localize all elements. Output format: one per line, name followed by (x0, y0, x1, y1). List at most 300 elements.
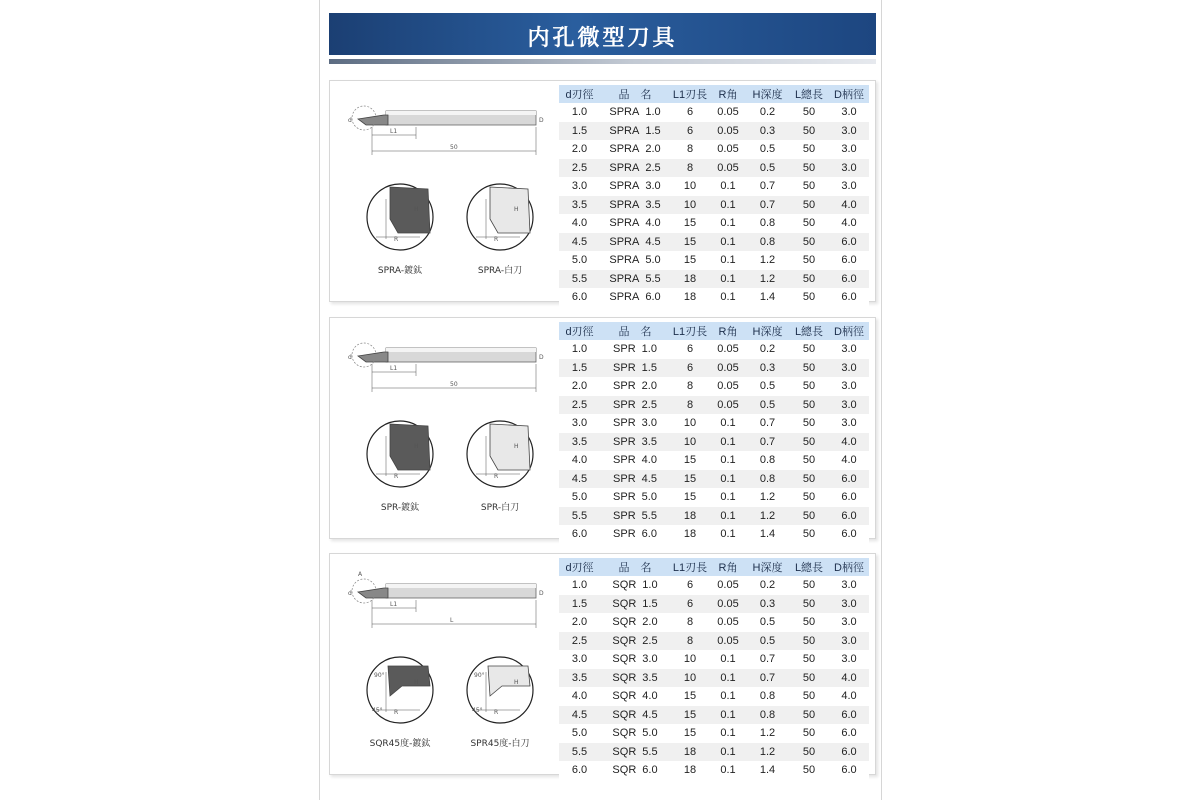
product-series: SPR (613, 472, 636, 485)
d-diameter-cell: 2.0 (559, 377, 600, 396)
l1-length-cell: 6 (670, 122, 710, 141)
product-size: 3.0 (641, 417, 657, 430)
d-diameter-cell: 3.0 (559, 177, 600, 196)
l1-dimension-label: L1 (390, 128, 398, 135)
shank-diameter-cell: 3.0 (829, 340, 869, 359)
shank-diameter-cell: 6.0 (829, 251, 869, 270)
total-length-cell: 50 (789, 525, 829, 544)
h-depth-cell: 0.5 (746, 396, 789, 415)
shank-diameter-cell: 4.0 (829, 433, 869, 452)
length-dimension-label: 50 (450, 381, 458, 388)
product-size: 3.0 (642, 653, 658, 666)
r-corner-cell: 0.05 (710, 613, 746, 632)
l1-length-cell: 15 (670, 251, 710, 270)
r-corner-cell: 0.1 (710, 687, 746, 706)
shank-diameter-cell: 3.0 (829, 396, 869, 415)
r-corner-label: R (394, 473, 399, 480)
product-series: SPRA (609, 124, 640, 137)
total-length-cell: 50 (789, 595, 829, 614)
h-depth-label: H (414, 679, 419, 686)
l1-length-cell: 10 (670, 650, 710, 669)
table-header-row (559, 85, 869, 103)
product-size: 5.5 (642, 745, 658, 758)
table-row (559, 650, 869, 669)
product-size: 5.0 (642, 727, 658, 740)
product-series: SPRA (609, 106, 640, 119)
l1-length-cell: 15 (670, 233, 710, 252)
d-diameter-cell: 5.0 (559, 488, 600, 507)
total-length-cell: 50 (789, 470, 829, 489)
column-header: D柄徑 (829, 85, 869, 103)
plain-tool-detail (467, 184, 533, 250)
column-header: L1刃長 (670, 558, 710, 576)
r-corner-cell: 0.1 (710, 251, 746, 270)
plain-tool-caption: SPR45度-白刀 (470, 739, 530, 749)
product-name-cell (600, 270, 670, 289)
product-name-cell (600, 451, 670, 470)
h-depth-cell: 0.5 (746, 377, 789, 396)
total-length-cell: 50 (789, 414, 829, 433)
table-row (559, 706, 869, 725)
h-depth-label: H (514, 443, 519, 450)
r-corner-cell: 0.1 (710, 177, 746, 196)
product-series: SQR (612, 616, 637, 629)
l1-dimension-label: L1 (390, 601, 398, 608)
table-row (559, 377, 869, 396)
total-length-cell: 50 (789, 743, 829, 762)
h-depth-cell: 0.7 (746, 196, 789, 215)
d-diameter-cell: 4.0 (559, 451, 600, 470)
angle-label: 90° (374, 672, 385, 679)
l1-length-cell: 6 (670, 103, 710, 122)
r-corner-cell: 0.05 (710, 122, 746, 141)
product-name-cell (600, 251, 670, 270)
angle-label: 45° (372, 707, 383, 714)
product-size: 1.5 (641, 361, 657, 374)
table-row (559, 270, 869, 289)
shank-diameter-cell: 6.0 (829, 470, 869, 489)
length-dimension-label: L (450, 617, 454, 624)
table-row (559, 433, 869, 452)
d-diameter-cell: 3.0 (559, 414, 600, 433)
h-depth-label: H (514, 206, 519, 213)
product-series: SQR (612, 764, 637, 777)
plain-tool-detail (467, 657, 533, 723)
d-diameter-cell: 6.0 (559, 761, 600, 780)
table-row (559, 613, 869, 632)
tool-drawing (336, 89, 552, 297)
r-corner-cell: 0.05 (710, 359, 746, 378)
product-series: SPR (613, 435, 636, 448)
spec-table (559, 85, 869, 307)
shank-diameter-cell: 4.0 (829, 196, 869, 215)
total-length-cell: 50 (789, 159, 829, 178)
column-header: 品 名 (600, 85, 670, 103)
d-diameter-cell: 3.5 (559, 433, 600, 452)
total-length-cell: 50 (789, 140, 829, 159)
product-series: SQR (612, 634, 637, 647)
product-name-cell (600, 706, 670, 725)
column-header: L總長 (789, 85, 829, 103)
product-name-cell (600, 743, 670, 762)
total-length-cell: 50 (789, 122, 829, 141)
l1-length-cell: 10 (670, 669, 710, 688)
table-row (559, 340, 869, 359)
table-row (559, 159, 869, 178)
r-corner-cell: 0.1 (710, 724, 746, 743)
h-depth-cell: 0.7 (746, 650, 789, 669)
r-corner-cell: 0.1 (710, 650, 746, 669)
total-length-cell: 50 (789, 433, 829, 452)
product-series: SQR (612, 745, 637, 758)
column-header: L1刃長 (670, 85, 710, 103)
product-name-cell (600, 595, 670, 614)
product-size: 2.0 (642, 616, 658, 629)
l1-length-cell: 18 (670, 270, 710, 289)
h-depth-cell: 1.4 (746, 525, 789, 544)
table-row (559, 177, 869, 196)
h-depth-cell: 0.8 (746, 214, 789, 233)
h-depth-cell: 0.2 (746, 340, 789, 359)
d-diameter-cell: 1.5 (559, 122, 600, 141)
h-depth-cell: 0.8 (746, 706, 789, 725)
product-name-cell (600, 103, 670, 122)
product-name-cell (600, 761, 670, 780)
column-header: d刃徑 (559, 85, 600, 103)
column-header: 品 名 (600, 558, 670, 576)
d-diameter-cell: 4.5 (559, 706, 600, 725)
total-length-cell: 50 (789, 613, 829, 632)
d-dimension-label: d (348, 117, 352, 124)
h-depth-cell: 0.2 (746, 576, 789, 595)
shank-diameter-label: D (539, 354, 544, 361)
total-length-cell: 50 (789, 687, 829, 706)
product-section (329, 317, 876, 539)
h-depth-cell: 0.8 (746, 687, 789, 706)
h-depth-cell: 0.5 (746, 159, 789, 178)
r-corner-cell: 0.1 (710, 525, 746, 544)
product-size: 6.0 (642, 764, 658, 777)
product-section (329, 80, 876, 302)
shank-diameter-cell: 3.0 (829, 613, 869, 632)
shank-diameter-cell: 6.0 (829, 761, 869, 780)
table-row (559, 122, 869, 141)
product-series: SPRA (609, 235, 640, 248)
table-row (559, 632, 869, 651)
product-size: 3.5 (645, 198, 661, 211)
column-header: H深度 (746, 322, 789, 340)
table-row (559, 233, 869, 252)
product-name-cell (600, 613, 670, 632)
r-corner-cell: 0.1 (710, 196, 746, 215)
product-name-cell (600, 525, 670, 544)
tool-side-view (352, 106, 536, 155)
column-header: L總長 (789, 558, 829, 576)
d-diameter-cell: 5.5 (559, 270, 600, 289)
l1-length-cell: 15 (670, 724, 710, 743)
total-length-cell: 50 (789, 488, 829, 507)
product-series: SQR (612, 727, 637, 740)
l1-length-cell: 15 (670, 451, 710, 470)
l1-length-cell: 8 (670, 396, 710, 415)
product-series: SPR (613, 417, 636, 430)
product-name-cell (600, 340, 670, 359)
r-corner-cell: 0.1 (710, 233, 746, 252)
d-diameter-cell: 2.5 (559, 159, 600, 178)
d-diameter-cell: 1.0 (559, 103, 600, 122)
product-size: 3.5 (641, 435, 657, 448)
l1-length-cell: 8 (670, 632, 710, 651)
shank-diameter-cell: 6.0 (829, 288, 869, 307)
shank-diameter-cell: 3.0 (829, 140, 869, 159)
table-row (559, 103, 869, 122)
table-row (559, 288, 869, 307)
plain-tool-caption: SPRA-白刀 (477, 266, 523, 276)
shank-diameter-cell: 3.0 (829, 632, 869, 651)
tool-side-view (352, 343, 536, 392)
l1-length-cell: 15 (670, 214, 710, 233)
column-header: H深度 (746, 558, 789, 576)
coated-tool-caption: SQR45度-鍍鈦 (369, 739, 431, 749)
h-depth-cell: 0.8 (746, 470, 789, 489)
total-length-cell: 50 (789, 632, 829, 651)
table-header-row (559, 558, 869, 576)
product-size: 5.0 (645, 254, 661, 267)
coated-tool-detail (367, 657, 433, 723)
total-length-cell: 50 (789, 507, 829, 526)
product-name-cell (600, 507, 670, 526)
r-corner-cell: 0.05 (710, 595, 746, 614)
product-size: 1.0 (642, 579, 658, 592)
r-corner-cell: 0.1 (710, 433, 746, 452)
r-corner-cell: 0.1 (710, 470, 746, 489)
shank-diameter-label: D (539, 117, 544, 124)
product-size: 4.0 (641, 454, 657, 467)
tool-drawing (336, 326, 552, 534)
product-section (329, 553, 876, 775)
product-name-cell (600, 177, 670, 196)
product-name-cell (600, 288, 670, 307)
product-name-cell (600, 470, 670, 489)
h-depth-cell: 0.5 (746, 613, 789, 632)
table-row (559, 359, 869, 378)
h-depth-cell: 0.3 (746, 122, 789, 141)
h-depth-cell: 1.4 (746, 761, 789, 780)
shank-diameter-cell: 3.0 (829, 595, 869, 614)
product-size: 5.5 (641, 509, 657, 522)
r-corner-cell: 0.1 (710, 414, 746, 433)
r-corner-cell: 0.1 (710, 669, 746, 688)
r-corner-cell: 0.1 (710, 507, 746, 526)
d-dimension-label: d (348, 354, 352, 361)
column-header: L總長 (789, 322, 829, 340)
product-size: 1.0 (645, 106, 661, 119)
product-series: SQR (612, 671, 637, 684)
shank-diameter-cell: 6.0 (829, 743, 869, 762)
d-diameter-cell: 1.5 (559, 595, 600, 614)
product-size: 4.0 (642, 690, 658, 703)
h-depth-label: H (414, 206, 419, 213)
product-name-cell (600, 396, 670, 415)
l1-length-cell: 10 (670, 196, 710, 215)
table-row (559, 140, 869, 159)
table-row (559, 470, 869, 489)
d-diameter-cell: 3.0 (559, 650, 600, 669)
d-diameter-cell: 2.5 (559, 632, 600, 651)
l1-length-cell: 15 (670, 687, 710, 706)
shank-diameter-cell: 6.0 (829, 724, 869, 743)
d-diameter-cell: 3.5 (559, 669, 600, 688)
table-row (559, 451, 869, 470)
shank-diameter-cell: 3.0 (829, 159, 869, 178)
h-depth-cell: 0.5 (746, 140, 789, 159)
product-series: SPRA (609, 217, 640, 230)
r-corner-cell: 0.1 (710, 488, 746, 507)
d-diameter-cell: 4.0 (559, 687, 600, 706)
r-corner-cell: 0.05 (710, 103, 746, 122)
shank-diameter-cell: 3.0 (829, 177, 869, 196)
shank-diameter-cell: 4.0 (829, 687, 869, 706)
h-depth-cell: 1.2 (746, 724, 789, 743)
product-series: SQR (612, 690, 637, 703)
product-name-cell (600, 196, 670, 215)
l1-length-cell: 18 (670, 288, 710, 307)
coated-tool-detail (367, 421, 433, 487)
product-series: SQR (612, 708, 637, 721)
d-dimension-label: d (348, 590, 352, 597)
total-length-cell: 50 (789, 103, 829, 122)
r-corner-cell: 0.1 (710, 451, 746, 470)
shank-diameter-cell: 6.0 (829, 706, 869, 725)
product-size: 2.0 (645, 143, 661, 156)
shank-diameter-cell: 3.0 (829, 122, 869, 141)
d-diameter-cell: 1.0 (559, 340, 600, 359)
product-name-cell (600, 669, 670, 688)
table-row (559, 595, 869, 614)
l1-length-cell: 15 (670, 488, 710, 507)
shank-diameter-label: D (539, 590, 544, 597)
column-header: d刃徑 (559, 322, 600, 340)
product-size: 4.5 (645, 235, 661, 248)
product-size: 4.5 (641, 472, 657, 485)
shank-diameter-cell: 6.0 (829, 488, 869, 507)
h-depth-cell: 1.2 (746, 251, 789, 270)
r-corner-cell: 0.05 (710, 140, 746, 159)
product-name-cell (600, 650, 670, 669)
product-name-cell (600, 122, 670, 141)
l1-length-cell: 6 (670, 595, 710, 614)
total-length-cell: 50 (789, 270, 829, 289)
h-depth-cell: 1.2 (746, 270, 789, 289)
product-size: 4.5 (642, 708, 658, 721)
h-depth-cell: 0.2 (746, 103, 789, 122)
product-size: 6.0 (645, 291, 661, 304)
product-series: SPR (613, 528, 636, 541)
product-size: 1.0 (641, 343, 657, 356)
l1-length-cell: 6 (670, 359, 710, 378)
table-row (559, 414, 869, 433)
r-corner-label: R (394, 236, 399, 243)
column-header: D柄徑 (829, 558, 869, 576)
product-size: 2.0 (641, 380, 657, 393)
d-diameter-cell: 1.5 (559, 359, 600, 378)
h-depth-cell: 1.4 (746, 288, 789, 307)
product-size: 5.5 (645, 272, 661, 285)
h-depth-cell: 1.2 (746, 743, 789, 762)
h-depth-cell: 0.7 (746, 669, 789, 688)
product-name-cell (600, 214, 670, 233)
product-series: SQR (612, 653, 637, 666)
product-series: SPRA (609, 272, 640, 285)
product-size: 4.0 (645, 217, 661, 230)
product-name-cell (600, 414, 670, 433)
product-size: 3.0 (645, 180, 661, 193)
d-diameter-cell: 1.0 (559, 576, 600, 595)
coated-tool-caption: SPR-鍍鈦 (380, 503, 420, 513)
table-row (559, 488, 869, 507)
d-diameter-cell: 2.0 (559, 613, 600, 632)
total-length-cell: 50 (789, 214, 829, 233)
product-name-cell (600, 488, 670, 507)
table-row (559, 396, 869, 415)
table-row (559, 743, 869, 762)
product-name-cell (600, 159, 670, 178)
table-header-row (559, 322, 869, 340)
product-name-cell (600, 724, 670, 743)
l1-length-cell: 18 (670, 761, 710, 780)
product-series: SPR (613, 454, 636, 467)
length-dimension-label: 50 (450, 144, 458, 151)
product-series: SPR (613, 509, 636, 522)
table-row (559, 576, 869, 595)
angle-label: 45° (472, 707, 483, 714)
r-corner-cell: 0.1 (710, 743, 746, 762)
r-corner-cell: 0.05 (710, 396, 746, 415)
column-header: R角 (710, 558, 746, 576)
product-name-cell (600, 433, 670, 452)
table-row (559, 724, 869, 743)
plain-tool-caption: SPR-白刀 (480, 503, 520, 513)
l1-length-cell: 6 (670, 340, 710, 359)
column-header: D柄徑 (829, 322, 869, 340)
product-series: SPR (613, 398, 636, 411)
r-corner-cell: 0.05 (710, 632, 746, 651)
table-row (559, 669, 869, 688)
r-corner-label: R (494, 236, 499, 243)
shank-diameter-cell: 3.0 (829, 377, 869, 396)
h-depth-cell: 0.3 (746, 595, 789, 614)
d-diameter-cell: 2.0 (559, 140, 600, 159)
h-depth-label: H (514, 679, 519, 686)
l1-length-cell: 18 (670, 743, 710, 762)
r-corner-label: R (494, 473, 499, 480)
total-length-cell: 50 (789, 251, 829, 270)
shank-diameter-cell: 4.0 (829, 451, 869, 470)
column-header: R角 (710, 85, 746, 103)
d-diameter-cell: 2.5 (559, 396, 600, 415)
product-name-cell (600, 687, 670, 706)
shank-diameter-cell: 6.0 (829, 270, 869, 289)
column-header: H深度 (746, 85, 789, 103)
product-name-cell (600, 140, 670, 159)
product-name-cell (600, 632, 670, 651)
l1-length-cell: 18 (670, 507, 710, 526)
d-diameter-cell: 4.0 (559, 214, 600, 233)
h-depth-cell: 0.3 (746, 359, 789, 378)
h-depth-cell: 1.2 (746, 507, 789, 526)
r-corner-cell: 0.05 (710, 576, 746, 595)
total-length-cell: 50 (789, 340, 829, 359)
